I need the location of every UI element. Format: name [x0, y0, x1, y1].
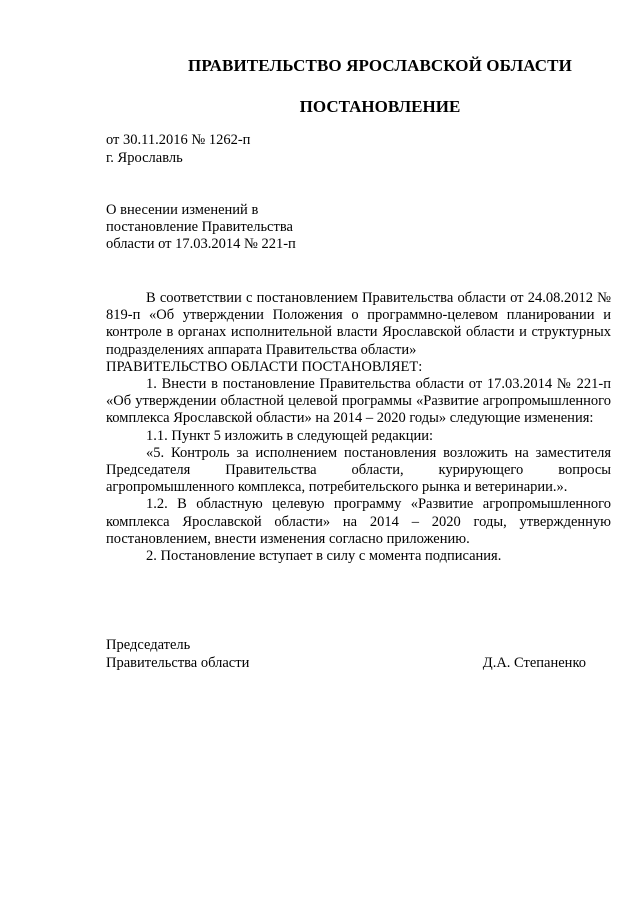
- resolves-line: ПРАВИТЕЛЬСТВО ОБЛАСТИ ПОСТАНОВЛЯЕТ:: [106, 358, 423, 375]
- item-1-2: 1.2. В областную целевую программу «Развитие агропромышленного комплекса Ярославской области» на 2014 – 2020 годы, утвержденную постановлением, внести изменения согласно приложению.: [106, 496, 611, 547]
- preamble: В соответствии с постановлением Правительства области от 24.08.2012 № 819-п «Об утверждении Положения о программно-целевом планировании и контроле в органах исполнительной власти Ярославской области и структурных подразделениях аппарата Правительства области»: [106, 290, 611, 358]
- document-body: [106, 290, 611, 565]
- subject-block: [106, 202, 296, 253]
- date-number: от 30.11.2016 № 1262-п: [106, 132, 251, 148]
- government-title: ПРАВИТЕЛЬСТВО ЯРОСЛАВСКОЙ ОБЛАСТИ: [188, 56, 572, 75]
- signatory-name: Д.А. Степаненко: [482, 655, 586, 671]
- subject-line: О внесении изменений в: [106, 202, 259, 218]
- signatory-title-line: Правительства области: [106, 655, 250, 671]
- subject-line: области от 17.03.2014 № 221-п: [106, 236, 296, 252]
- item-1: 1. Внести в постановление Правительства области от 17.03.2014 № 221-п «Об утверждении областной целевой программы «Развитие агропромышленного комплекса Ярославской области» на 2014 – 2020 годы» следующие изменения:: [106, 376, 611, 427]
- item-2: 2. Постановление вступает в силу с момента подписания.: [146, 548, 502, 565]
- signatory-title: [106, 636, 249, 672]
- document-type: ПОСТАНОВЛЕНИЕ: [299, 97, 461, 116]
- subject-line: постановление Правительства: [106, 219, 293, 235]
- item-1-1-text: «5. Контроль за исполнением постановления возложить на заместителя Председателя Правительства области, курирующего вопросы агропромышленного комплекса, потребительского рынка и ветеринарии.».: [106, 444, 611, 496]
- item-1-1: 1.1. Пункт 5 изложить в следующей редакции:: [146, 427, 434, 444]
- city: г. Ярославль: [106, 150, 183, 166]
- signatory-title-line: Председатель: [106, 637, 191, 653]
